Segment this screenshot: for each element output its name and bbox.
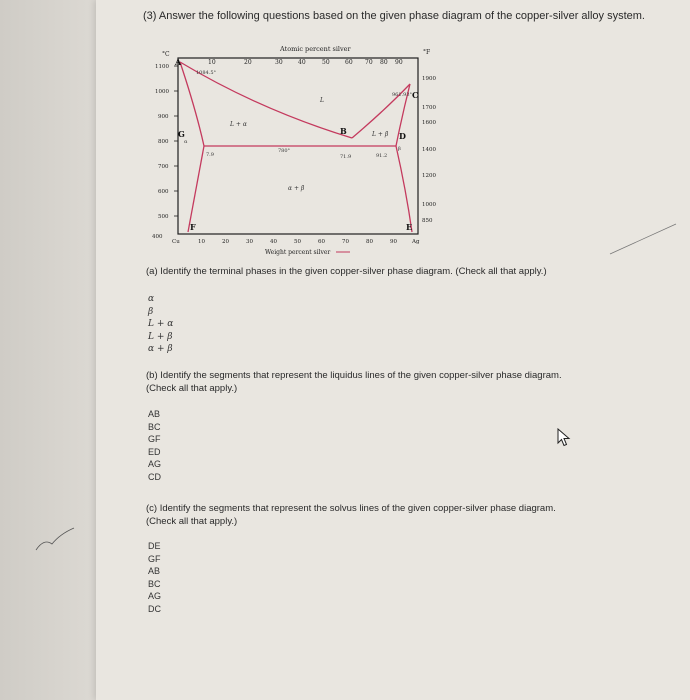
left-tick: 800 bbox=[158, 139, 169, 145]
phase-diagram bbox=[140, 40, 450, 270]
left-tick: 700 bbox=[158, 164, 169, 170]
left-tick: 600 bbox=[158, 189, 169, 195]
region-alpha-beta: α + β bbox=[288, 185, 305, 192]
option-gf[interactable]: GF bbox=[148, 553, 161, 564]
region-l-alpha: L + α bbox=[230, 121, 247, 128]
top-axis-label: Atomic percent silver bbox=[280, 45, 351, 53]
part-c-prompt bbox=[146, 502, 556, 528]
part-b-prompt-line1: (b) Identify the segments that represent the liquidus lines of the given copper-silver phase diagram. bbox=[146, 370, 562, 381]
top-tick: 70 bbox=[365, 59, 373, 66]
region-liquid: L bbox=[320, 97, 324, 104]
bottom-tick: 60 bbox=[318, 239, 325, 245]
right-tick: 1400 bbox=[422, 147, 436, 153]
option-ed[interactable]: ED bbox=[148, 446, 161, 457]
part-a-prompt: (a) Identify the terminal phases in the given copper-silver phase diagram. (Check all that apply.) bbox=[146, 266, 547, 277]
bottom-tick: 20 bbox=[222, 239, 229, 245]
part-b-prompt bbox=[146, 369, 562, 395]
option-ag[interactable]: AG bbox=[148, 459, 162, 469]
part-c-prompt-line1: (c) Identify the segments that represent the solvus lines of the given copper-silver phase diagram. bbox=[146, 503, 556, 514]
option-l-beta[interactable]: L + β bbox=[148, 331, 173, 342]
point-f: F bbox=[190, 222, 196, 232]
part-c-options bbox=[148, 540, 161, 615]
background-shadow bbox=[0, 0, 96, 700]
bottom-tick: 80 bbox=[366, 239, 373, 245]
left-tick: 400 bbox=[152, 234, 163, 240]
bottom-tick: Cu bbox=[172, 239, 180, 245]
beta-side-label: β bbox=[398, 146, 401, 152]
alpha-side-label: α bbox=[184, 139, 188, 145]
top-tick: 10 bbox=[208, 59, 216, 66]
bottom-tick: 40 bbox=[270, 239, 277, 245]
part-c-prompt-line2: (Check all that apply.) bbox=[146, 516, 238, 527]
top-tick: 30 bbox=[275, 59, 283, 66]
point-b: B bbox=[340, 126, 347, 136]
g-comp-label: 7.9 bbox=[206, 152, 214, 158]
top-tick: 80 bbox=[380, 59, 388, 66]
bottom-axis-label: Weight percent silver bbox=[265, 249, 331, 256]
left-tick: 1100 bbox=[155, 64, 169, 70]
pen-mark-left bbox=[30, 520, 90, 560]
right-tick: 1900 bbox=[422, 76, 436, 82]
option-dc[interactable]: DC bbox=[148, 603, 161, 614]
top-tick: 20 bbox=[244, 59, 252, 66]
option-l-alpha[interactable]: L + α bbox=[148, 319, 174, 329]
option-gf[interactable]: GF bbox=[148, 434, 161, 444]
point-a: A bbox=[175, 57, 182, 67]
bottom-tick: 10 bbox=[198, 239, 205, 245]
option-bc[interactable]: BC bbox=[148, 421, 161, 432]
right-tick: 1700 bbox=[422, 105, 436, 111]
right-unit: °F bbox=[423, 49, 431, 56]
right-tick: 850 bbox=[422, 218, 433, 224]
part-b-prompt-line2: (Check all that apply.) bbox=[146, 383, 238, 394]
option-alpha[interactable]: α bbox=[148, 294, 155, 304]
point-c: C bbox=[412, 90, 419, 100]
right-tick: 1600 bbox=[422, 120, 436, 126]
a-temp-label: 1084.5° bbox=[196, 70, 216, 76]
option-ab[interactable]: AB bbox=[148, 409, 161, 419]
option-cd[interactable]: CD bbox=[148, 471, 161, 482]
point-g: G bbox=[178, 129, 185, 139]
left-tick: 1000 bbox=[155, 89, 169, 95]
top-tick: 50 bbox=[322, 59, 330, 66]
region-l-beta: L + β bbox=[372, 131, 389, 138]
part-b-options bbox=[148, 408, 161, 483]
bottom-tick: 70 bbox=[342, 239, 349, 245]
top-tick: 60 bbox=[345, 59, 353, 66]
option-ag[interactable]: AG bbox=[148, 591, 162, 601]
left-tick: 500 bbox=[158, 214, 169, 220]
bottom-tick: Ag bbox=[412, 239, 420, 245]
bottom-tick: 50 bbox=[294, 239, 301, 245]
option-de[interactable]: DE bbox=[148, 541, 161, 551]
question-title: (3) Answer the following questions based on the given phase diagram of the copper-silver alloy system. bbox=[143, 10, 645, 22]
right-ticks bbox=[422, 76, 436, 224]
option-ab[interactable]: AB bbox=[148, 566, 161, 576]
mouse-pointer-icon bbox=[556, 428, 572, 448]
left-ticks bbox=[152, 64, 169, 240]
eutectic-temp-label: 780° bbox=[278, 148, 291, 154]
left-tick: 900 bbox=[158, 114, 169, 120]
bottom-tick: 30 bbox=[246, 239, 253, 245]
option-alpha-beta[interactable]: α + β bbox=[148, 344, 173, 354]
bottom-ticks bbox=[172, 239, 420, 245]
b-comp-label: 71.9 bbox=[340, 154, 352, 160]
right-tick: 1000 bbox=[422, 202, 436, 208]
pen-mark-right bbox=[600, 220, 680, 260]
d-comp-label: 91.2 bbox=[376, 153, 388, 159]
point-e: E bbox=[406, 222, 413, 232]
point-d: D bbox=[399, 131, 406, 141]
bottom-tick: 90 bbox=[390, 239, 397, 245]
c-temp-label: 961.93° bbox=[392, 92, 412, 98]
top-ticks bbox=[208, 59, 403, 66]
part-a-options bbox=[148, 293, 173, 356]
option-bc[interactable]: BC bbox=[148, 578, 161, 589]
left-unit: °C bbox=[162, 51, 170, 58]
top-tick: 90 bbox=[395, 59, 403, 66]
top-tick: 40 bbox=[298, 59, 306, 66]
option-beta[interactable]: β bbox=[148, 306, 154, 317]
right-tick: 1200 bbox=[422, 173, 436, 179]
phase-boundaries bbox=[180, 62, 412, 232]
